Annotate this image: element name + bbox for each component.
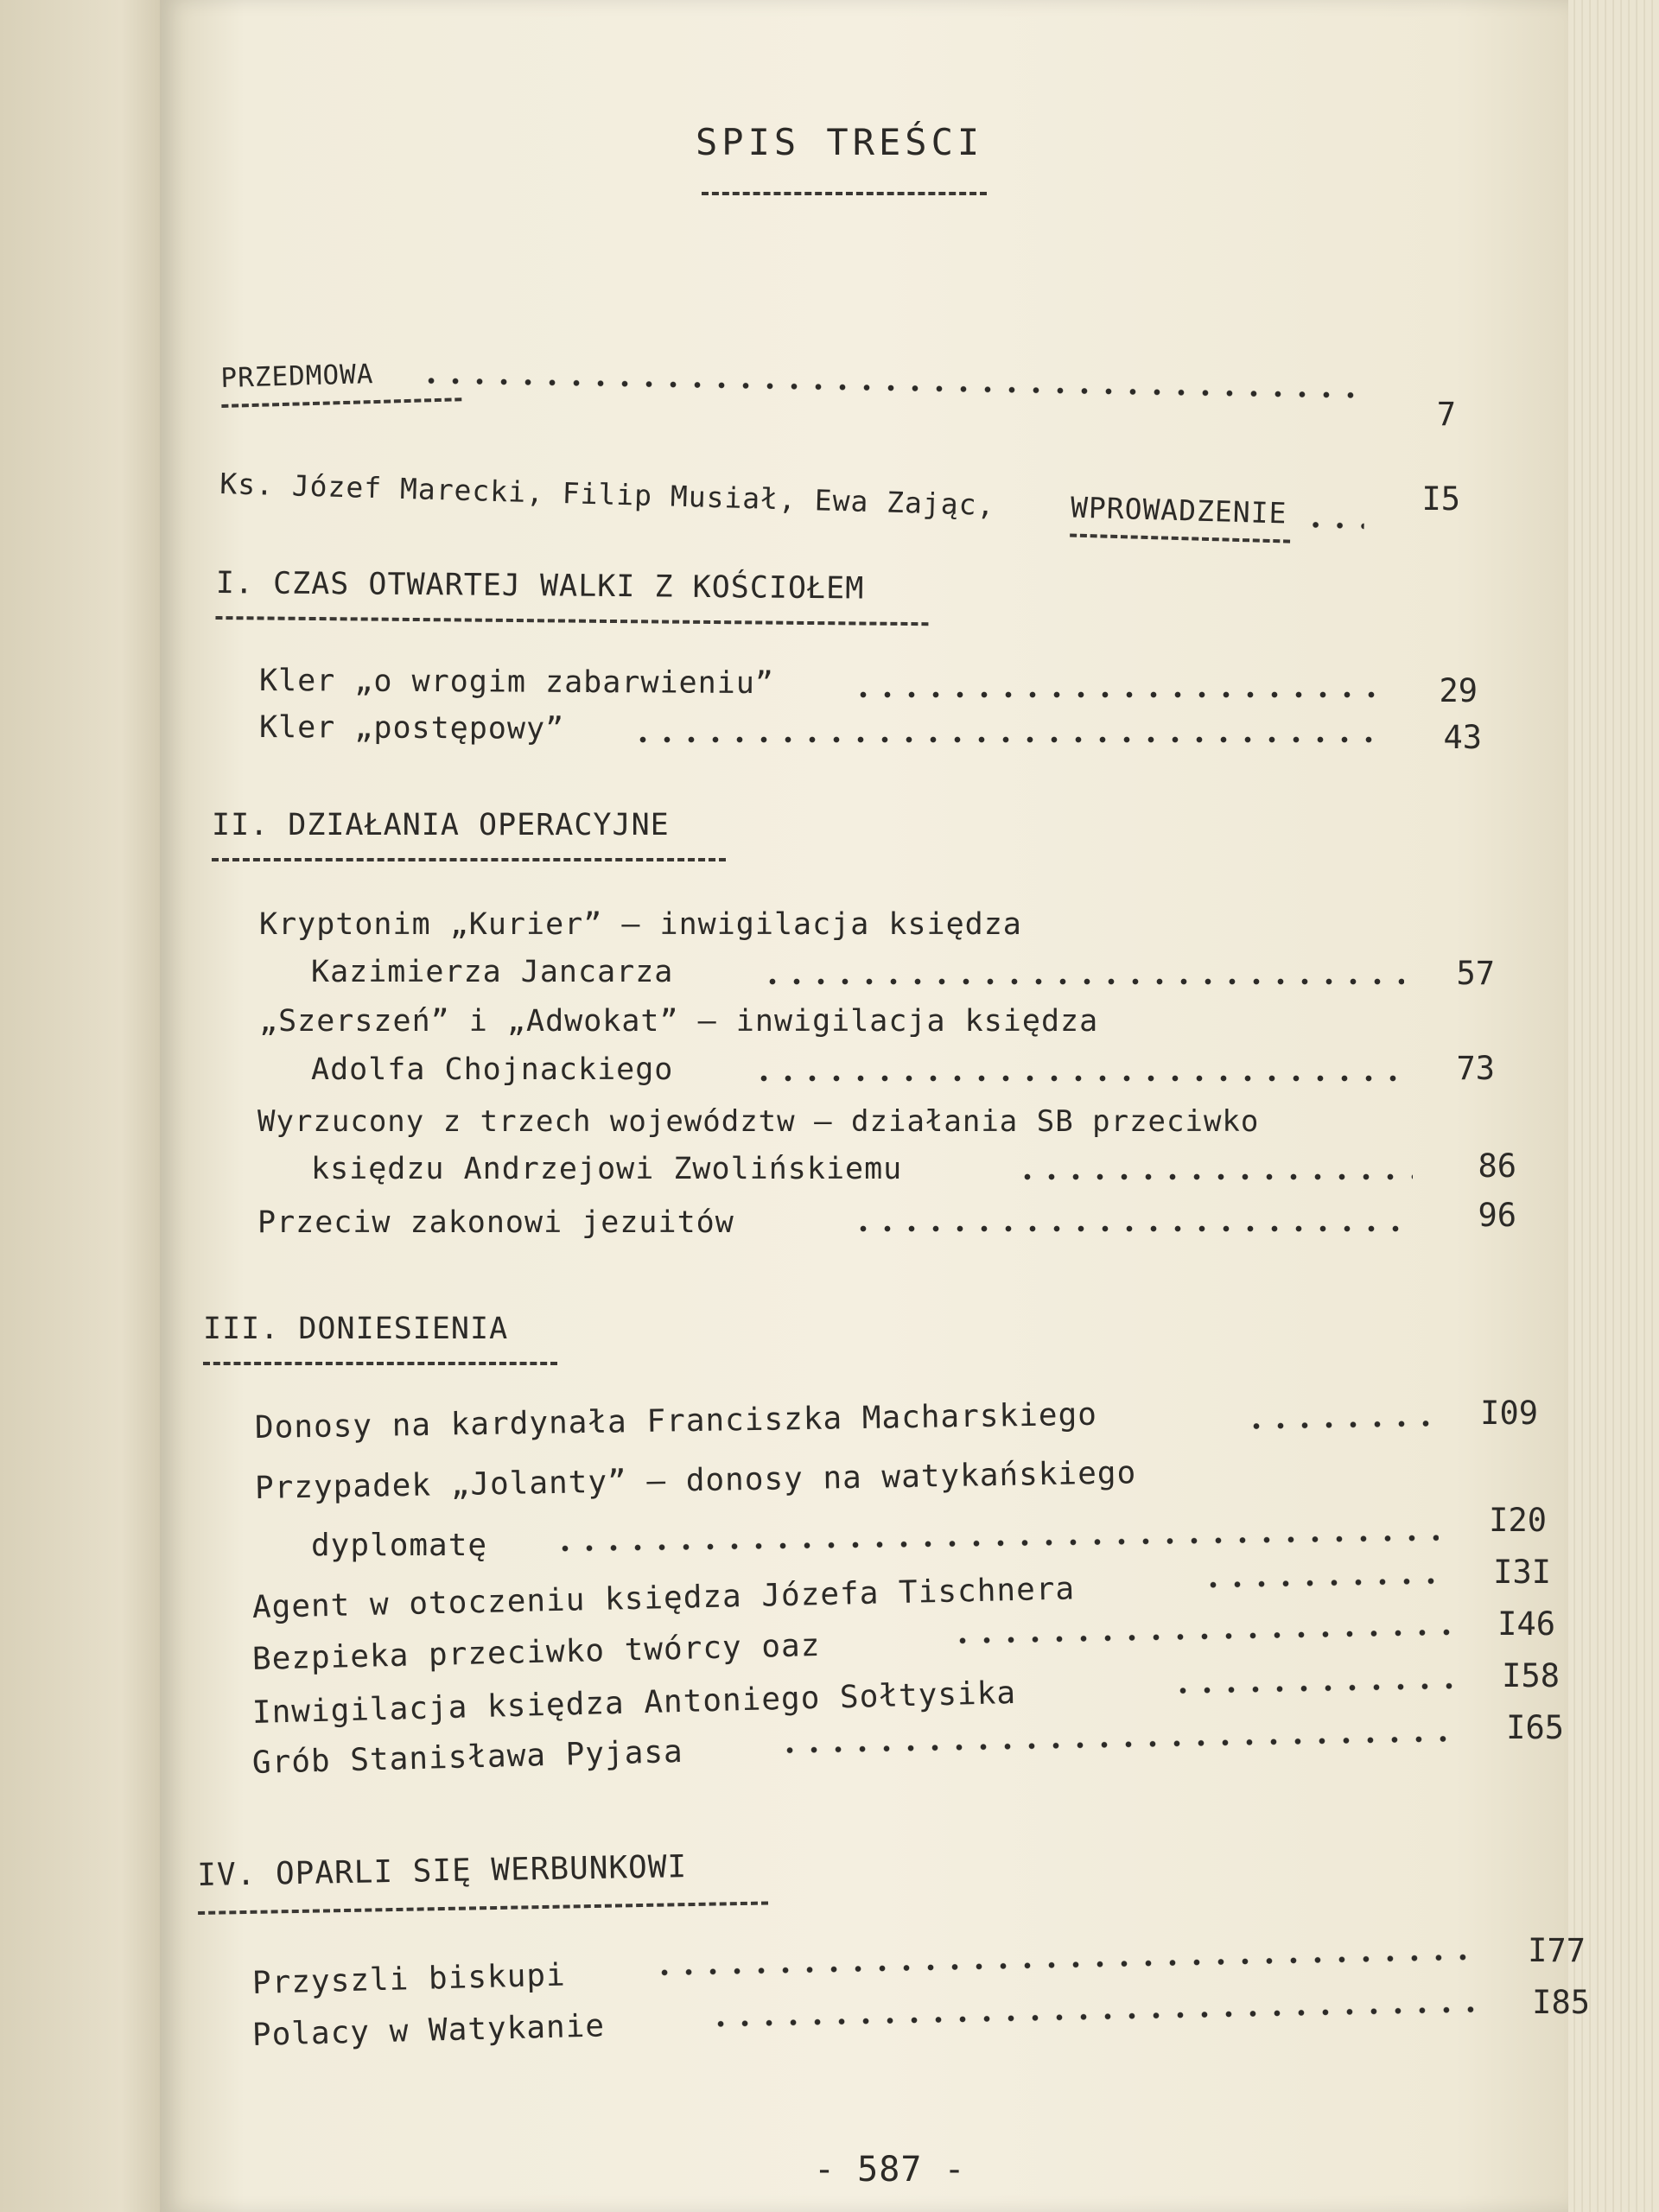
page-folio: - 587 - (814, 2150, 966, 2190)
page-number: 29 (1439, 672, 1478, 709)
page-number: 96 (1478, 1197, 1516, 1234)
page-number: I3I (1493, 1554, 1551, 1591)
section-heading-text: III. DONIESIENIA (203, 1312, 509, 1346)
page-title: SPIS TREŚCI (696, 121, 984, 163)
page-number: I5 (1421, 480, 1460, 518)
entry-title: Grób Stanisława Pyjasa (251, 1733, 684, 1781)
entry-title: Agent w otoczeniu księdza Józefa Tischnera (251, 1571, 1076, 1625)
dot-leader (851, 1225, 1413, 1232)
entry-title: Bezpieka przeciwko twórcy oaz (251, 1627, 821, 1677)
entry-title: PRZEDMOWA (220, 359, 374, 394)
dot-leader (760, 978, 1404, 985)
page-number: I58 (1502, 1657, 1560, 1694)
page-number: I77 (1528, 1932, 1586, 1969)
page-number: 73 (1456, 1050, 1495, 1087)
entry-title-line-2: Kazimierza Jancarza (311, 955, 674, 989)
section-heading-text: II. DZIAŁANIA OPERACYJNE (212, 808, 670, 842)
page-number: I20 (1489, 1502, 1547, 1539)
section-heading-text: IV. OPARLI SIĘ WERBUNKOWI (197, 1849, 688, 1893)
section-underline (212, 858, 726, 861)
entry-title-line-1: „Szerszeń” i „Adwokat” – inwigilacja księdza (259, 1004, 1099, 1039)
entry-authors: Ks. Józef Marecki, Filip Musiał, Ewa Zając, (219, 467, 995, 523)
page-number: I46 (1497, 1605, 1555, 1643)
entry-title-line-1: Wyrzucony z trzech województw – działania SB przeciwko (257, 1104, 1260, 1139)
entry-title-line-2: Adolfa Chojnackiego (311, 1052, 674, 1087)
page-number: I65 (1506, 1709, 1564, 1746)
dot-leader (631, 736, 1387, 743)
facing-page-edge (0, 0, 173, 2212)
entry-title: Kler „postępowy” (258, 710, 565, 747)
dot-leader (752, 1075, 1404, 1082)
entry-title-line-2: dyplomatę (311, 1528, 488, 1563)
entry-title: WPROWADZENIE (1070, 490, 1287, 531)
entry-title: Przyszli biskupi (251, 1957, 567, 2001)
section-heading-text: I. CZAS OTWARTEJ WALKI Z KOŚCIOŁEM (215, 566, 865, 607)
entry-title: Przeciw zakonowi jezuitów (257, 1205, 734, 1240)
entry-title-line-1: Przypadek „Jolanty” – donosy na watykańskiego (254, 1455, 1137, 1506)
dot-leader (851, 691, 1387, 698)
entry-title-line-2: księdzu Andrzejowi Zwolińskiemu (311, 1152, 903, 1186)
entry-title: Donosy na kardynała Franciszka Macharskiego (254, 1396, 1098, 1446)
entry-title: Inwigilacja księdza Antoniego Sołtysika (251, 1675, 1017, 1731)
page-number: 7 (1436, 396, 1456, 433)
dot-leader (1015, 1173, 1413, 1180)
page-number: I09 (1480, 1395, 1538, 1432)
section-underline (203, 1362, 557, 1365)
page-number: 43 (1443, 719, 1482, 756)
page-number: 57 (1456, 955, 1495, 992)
page-stack-edge (1568, 0, 1659, 2212)
page-number: 86 (1478, 1147, 1516, 1185)
entry-title-line-1: Kryptonim „Kurier” – inwigilacja księdza (259, 907, 1022, 942)
entry-title: Polacy w Watykanie (251, 2008, 606, 2053)
page-number: I85 (1532, 1984, 1590, 2021)
entry-title: Kler „o wrogim zabarwieniu” (258, 664, 775, 702)
title-underline (702, 192, 987, 195)
